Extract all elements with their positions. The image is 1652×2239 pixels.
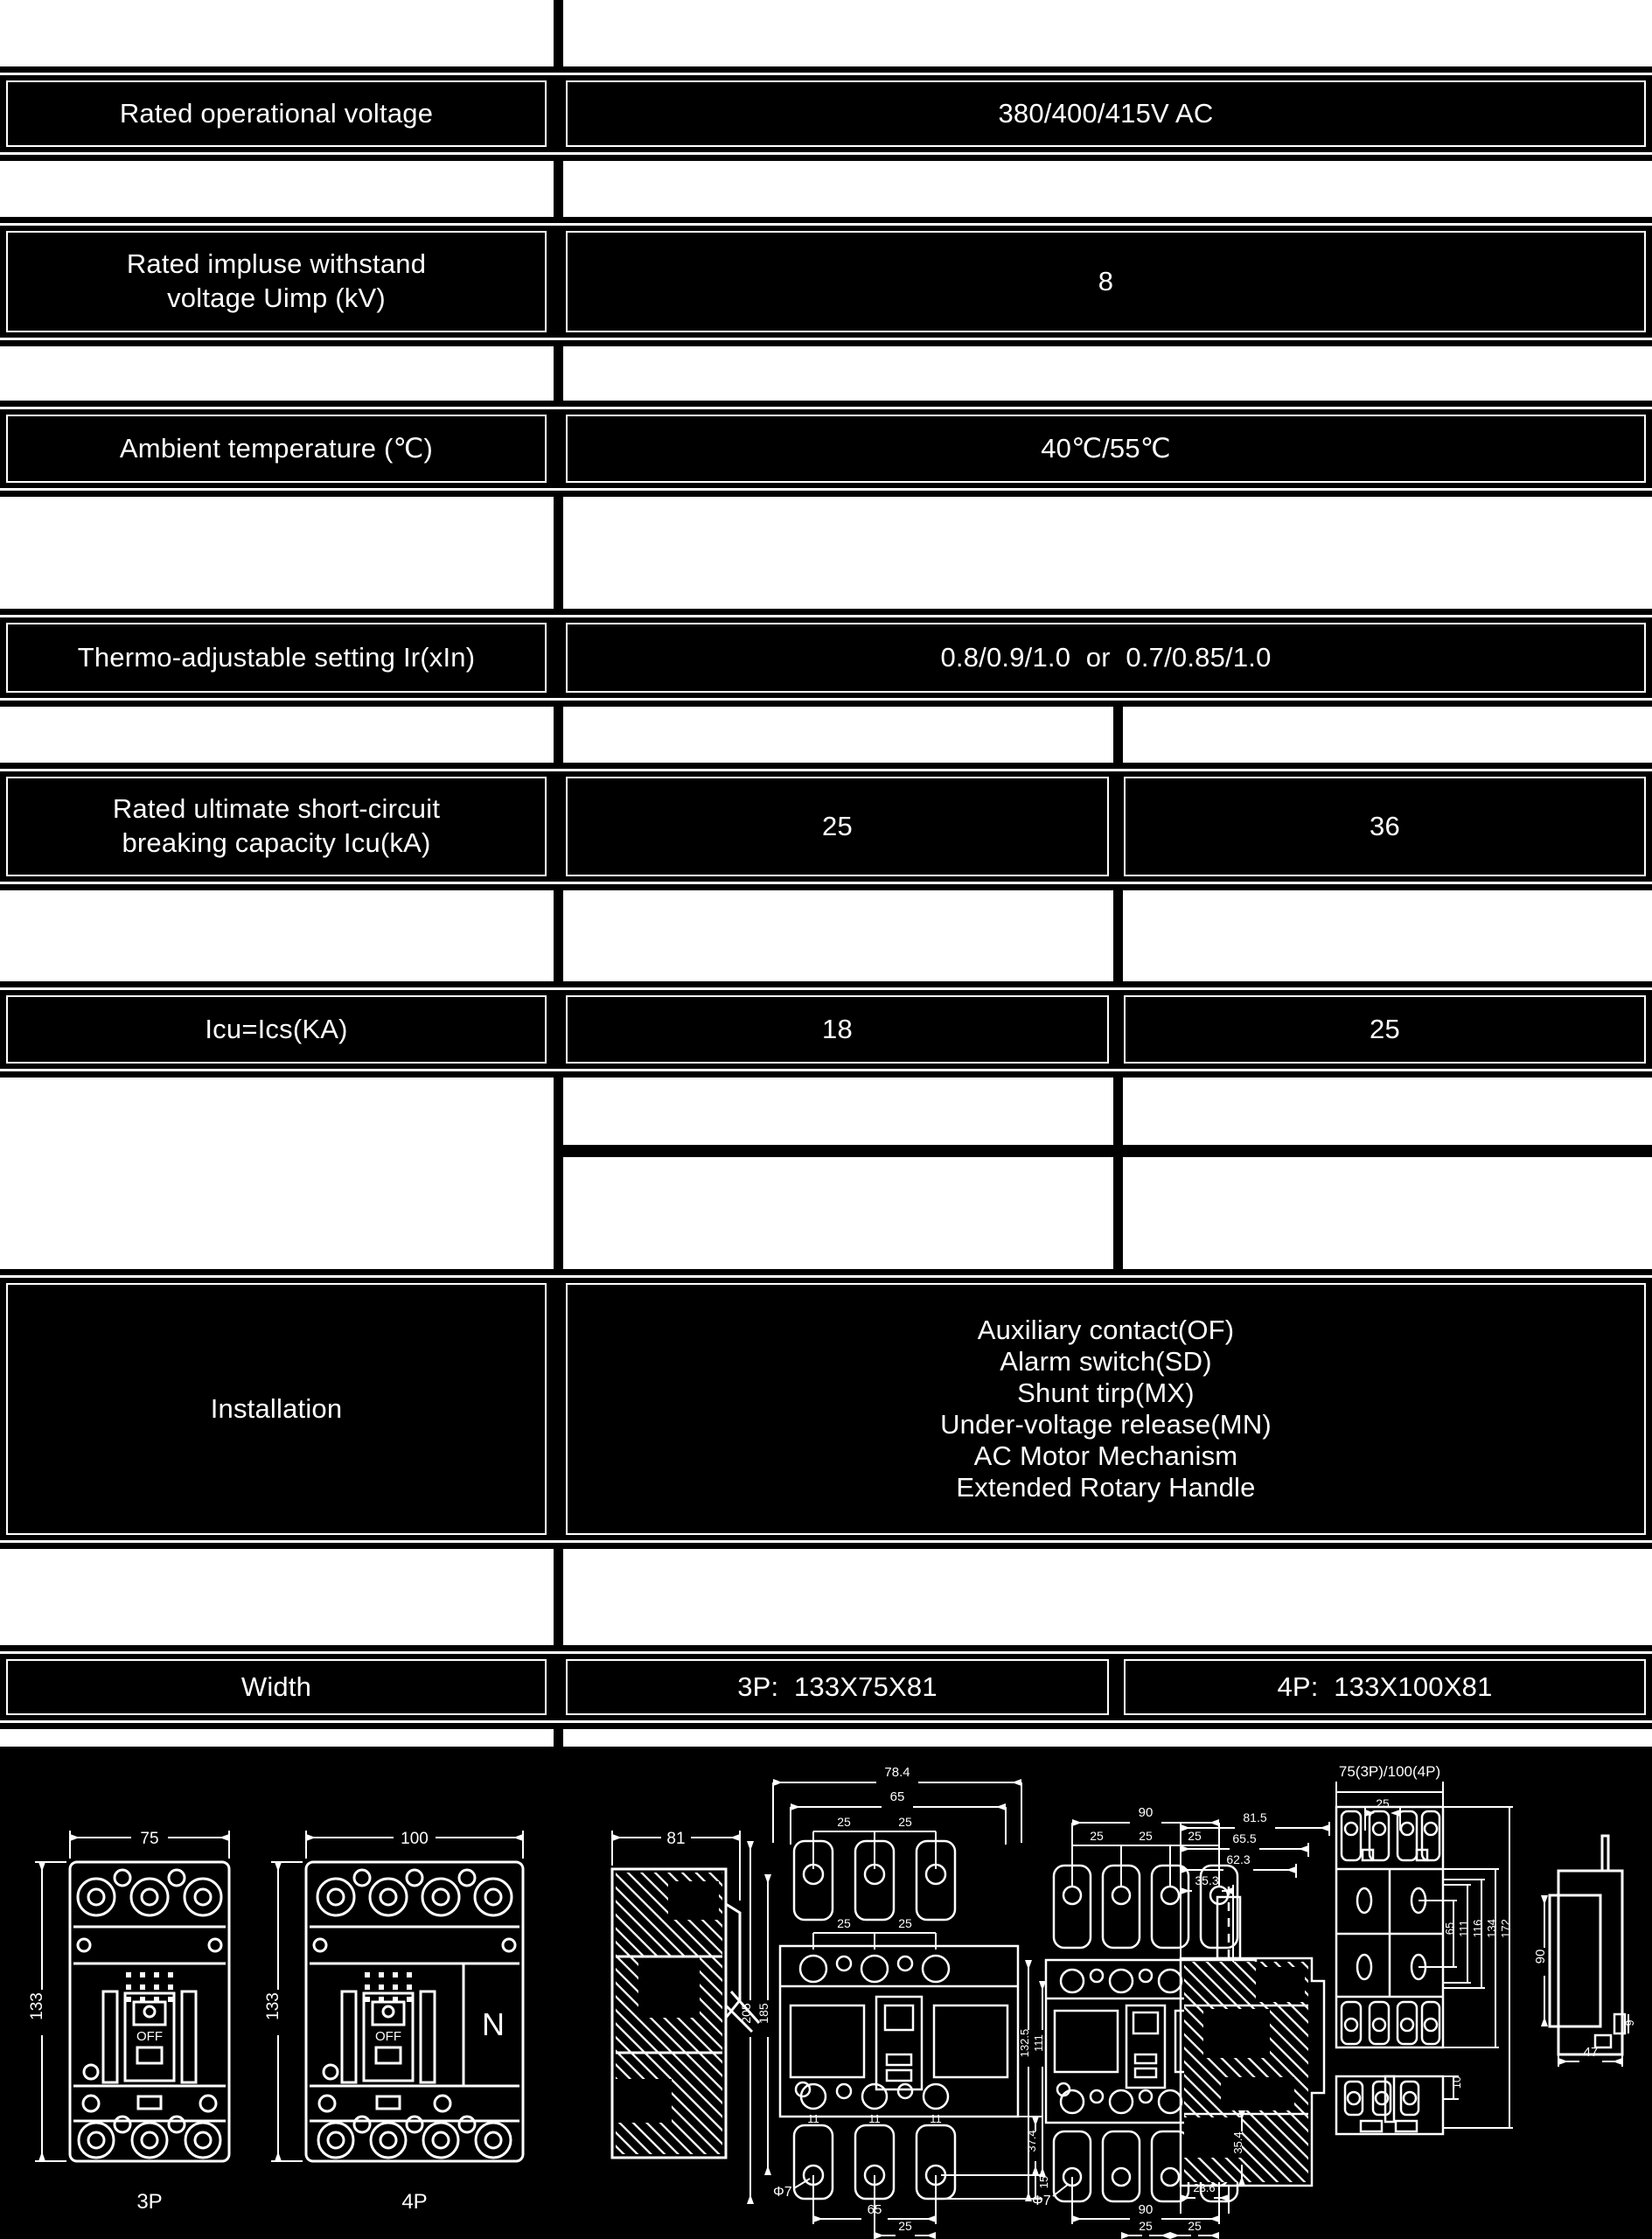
column-divider	[554, 1078, 563, 1145]
rear-title: 75(3P)/100(4P)	[1338, 1763, 1441, 1780]
value-text: 36	[1370, 810, 1400, 841]
label-text: Width	[240, 1671, 312, 1702]
value-cell-impulse-voltage	[566, 231, 1646, 332]
dim-b: 65.5	[1232, 1831, 1257, 1845]
dim-pitch: 25	[898, 1815, 912, 1829]
label-text: Rated ultimate short-circuit breaking capacity Icu(kA)	[112, 793, 441, 858]
dim-bottom-span: 65	[867, 2202, 882, 2217]
grid-rule	[0, 155, 1652, 161]
neutral-pole-label: N	[482, 2006, 505, 2042]
row-ambient-temperature	[0, 409, 1652, 488]
grid-rule	[0, 1071, 1652, 1078]
dim-116: 116	[1471, 1919, 1484, 1938]
value-cell-ics-25	[1124, 995, 1646, 1064]
column-divider	[1113, 890, 1123, 981]
installation-option: Alarm switch(SD)	[1000, 1346, 1212, 1377]
dim-slot-width: 11	[807, 2112, 819, 2125]
dim-pitch: 25	[898, 1916, 912, 1930]
column-divider	[554, 346, 563, 401]
dim-width-3p: 75	[140, 1830, 159, 1848]
grid-rule	[0, 1543, 1652, 1549]
dim-e: 23.6	[1193, 2181, 1216, 2194]
dim-374: 37.4	[1025, 2130, 1038, 2152]
caption-4p: 4P	[401, 2190, 428, 2214]
row-separator-band	[0, 1145, 1652, 1157]
row-separator	[0, 1729, 1652, 1747]
row-rated-voltage	[0, 75, 1652, 152]
dim-d: 35.3	[1195, 1873, 1219, 1887]
right-columns-filler-band	[554, 1145, 1652, 1157]
row-separator	[0, 1549, 1652, 1645]
dim-65: 65	[1443, 1922, 1456, 1936]
dim-rear-pitch: 25	[1376, 1796, 1390, 1810]
dim-pitch: 25	[1188, 1829, 1202, 1843]
grid-rule	[0, 340, 1652, 346]
dim-height-4p: 133	[264, 1992, 282, 2020]
column-divider	[1113, 1078, 1123, 1145]
row-separator	[0, 707, 1652, 763]
row-thermo-setting	[0, 617, 1652, 698]
column-divider	[554, 890, 563, 981]
top-margin	[0, 0, 1652, 66]
value-text: 25	[1370, 1013, 1400, 1044]
dim-hole-span: 65	[889, 1789, 905, 1804]
column-divider	[554, 1549, 563, 1645]
grid-rule	[0, 217, 1652, 223]
toggle-off-label: OFF	[375, 2029, 401, 2044]
value-cell-ambient-temperature	[566, 415, 1646, 483]
dim-134: 134	[1485, 1919, 1498, 1938]
grid-rule	[0, 1723, 1652, 1729]
dim-bottom-pitch: 25	[1188, 2219, 1202, 2233]
installation-option: Shunt tirp(MX)	[1017, 1378, 1195, 1408]
column-divider	[554, 1157, 563, 1269]
dim-height-3p: 133	[28, 1992, 46, 2020]
value-cell-installation	[566, 1283, 1646, 1535]
toggle-off-label: OFF	[136, 2029, 163, 2044]
value-cell-rated-voltage	[566, 80, 1646, 147]
dim-width-4p: 100	[401, 1830, 429, 1848]
row-separator	[0, 161, 1652, 217]
row-separator	[0, 1157, 1652, 1269]
value-text: 8	[1098, 265, 1114, 296]
value-cell-thermo-setting	[566, 623, 1646, 693]
row-impulse-voltage	[0, 226, 1652, 338]
column-divider	[1113, 1157, 1123, 1269]
dim-pitch: 25	[837, 1916, 851, 1930]
installation-option: Extended Rotary Handle	[956, 1472, 1256, 1503]
dim-height-inner: 185	[756, 2003, 770, 2024]
dim-a: 81.5	[1243, 1810, 1267, 1824]
dim-172: 172	[1499, 1919, 1512, 1938]
column-divider	[554, 497, 563, 609]
dim-hole-diameter: Φ7	[773, 2185, 792, 2200]
row-separator	[0, 497, 1652, 609]
grid-rule	[0, 981, 1652, 987]
dim-9: 9	[1623, 2019, 1636, 2026]
dim-height-outer: 205	[739, 2003, 753, 2024]
value-text: 40℃/55℃	[1041, 432, 1171, 464]
installation-option: AC Motor Mechanism	[973, 1440, 1238, 1471]
row-icu	[0, 771, 1652, 882]
dim-pitch: 25	[1139, 1829, 1153, 1843]
label-text: Installation	[210, 1392, 343, 1424]
grid-rule	[0, 66, 1652, 73]
value-text: 25	[822, 810, 853, 841]
installation-options	[940, 1315, 1272, 1503]
column-divider	[554, 0, 563, 66]
label-cell-icu	[6, 777, 547, 876]
label-cell-ics	[6, 995, 547, 1064]
dim-overall-width: 78.4	[884, 1765, 910, 1780]
caption-3p: 3P	[136, 2190, 163, 2214]
dim-47: 47	[1583, 2045, 1599, 2060]
label-text: Ambient temperature (℃)	[119, 432, 434, 464]
value-text: 3P: 133X75X81	[737, 1671, 938, 1702]
dim-pitch: 25	[1090, 1829, 1104, 1843]
dim-bottom-pitch: 25	[898, 2219, 912, 2233]
value-text: 4P: 133X100X81	[1277, 1671, 1493, 1702]
label-text: Icu=Ics(KA)	[205, 1013, 348, 1044]
label-cell-thermo-setting	[6, 623, 547, 693]
dim-slot-width: 11	[930, 2112, 942, 2125]
label-text: Thermo-adjustable setting Ir(xIn)	[77, 641, 476, 673]
dim-height-outer: 132.5	[1018, 2028, 1031, 2058]
row-ics	[0, 990, 1652, 1069]
label-text: Rated operational voltage	[119, 97, 434, 129]
label-cell-width	[6, 1659, 547, 1715]
label-cell-ambient-temperature	[6, 415, 547, 483]
dim-f: 35.4	[1231, 2131, 1244, 2154]
dim-hole-diameter: Φ7	[1032, 2194, 1051, 2208]
installation-option: Auxiliary contact(OF)	[977, 1315, 1235, 1345]
row-separator	[0, 890, 1652, 981]
dimension-drawings-panel	[0, 1747, 1652, 2239]
dim-bottom-pitch: 25	[1139, 2219, 1153, 2233]
dim-slot-width: 11	[868, 2112, 881, 2125]
dim-hole-span-4p: 90	[1138, 1805, 1154, 1820]
dim-90: 90	[1533, 1949, 1548, 1964]
value-cell-icu-36	[1124, 777, 1646, 876]
value-cell-width-4p	[1124, 1659, 1646, 1715]
grid-rule	[0, 701, 1652, 707]
row-separator	[0, 1078, 1652, 1145]
value-cell-ics-18	[566, 995, 1109, 1064]
column-divider	[554, 161, 563, 217]
installation-option: Under-voltage release(MN)	[940, 1409, 1272, 1440]
value-text: 380/400/415V AC	[998, 97, 1214, 129]
grid-rule	[0, 401, 1652, 407]
grid-rule	[0, 1645, 1652, 1651]
label-cell-impulse-voltage	[6, 231, 547, 332]
dim-111: 111	[1457, 1920, 1470, 1937]
label-cell-rated-voltage	[6, 80, 547, 147]
dim-c: 62.3	[1226, 1852, 1251, 1866]
grid-rule	[0, 884, 1652, 890]
grid-rule	[0, 491, 1652, 497]
dim-bottom-span: 90	[1138, 2202, 1154, 2217]
grid-rule	[0, 1269, 1652, 1275]
column-divider	[1113, 707, 1123, 763]
row-separator	[0, 346, 1652, 401]
label-cell-installation	[6, 1283, 547, 1535]
grid-rule	[0, 763, 1652, 769]
column-divider	[554, 707, 563, 763]
value-cell-width-3p	[566, 1659, 1109, 1715]
grid-rule	[0, 609, 1652, 615]
value-text: 18	[822, 1013, 853, 1044]
column-divider	[554, 1729, 563, 1747]
dim-pitch: 25	[837, 1815, 851, 1829]
dim-height-inner: 111	[1032, 2034, 1045, 2052]
dim-depth: 81	[666, 1830, 686, 1848]
value-cell-icu-25	[566, 777, 1109, 876]
row-width	[0, 1654, 1652, 1720]
row-installation	[0, 1278, 1652, 1540]
dim-10: 10	[1450, 2075, 1463, 2089]
value-text: 0.8/0.9/1.0 or 0.7/0.85/1.0	[940, 641, 1272, 673]
dim-15: 15	[1037, 2175, 1050, 2189]
label-text: Rated impluse withstand voltage Uimp (kV)	[126, 248, 427, 313]
